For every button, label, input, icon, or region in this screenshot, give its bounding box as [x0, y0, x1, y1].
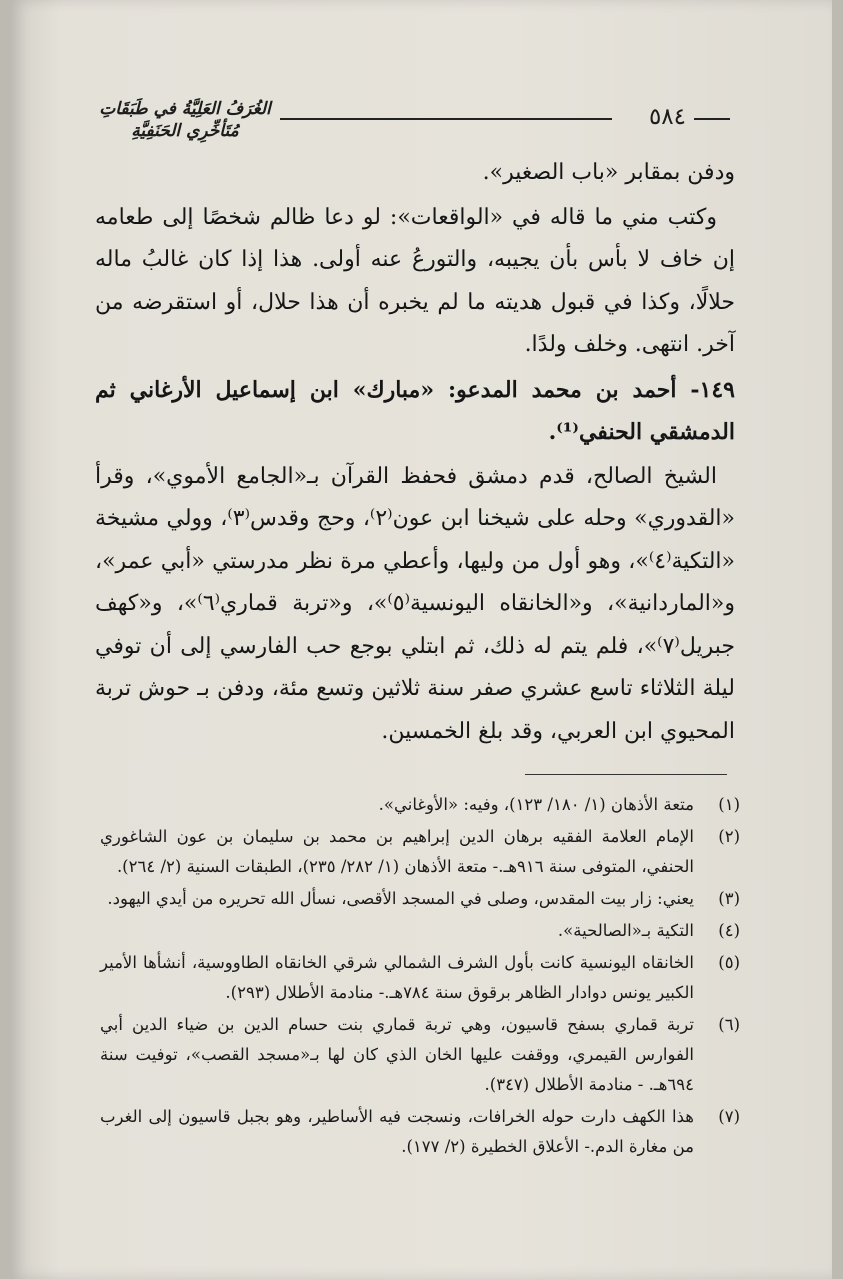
footnote-number: (٢) [718, 827, 740, 846]
entry-heading: ١٤٩- أحمد بن محمد المدعو: «مبارك» ابن إسماعيل الأرغاني ثم الدمشقي الحنفي⁽¹⁾. [95, 376, 735, 445]
footnote [100, 916, 740, 946]
footnote-separator [525, 774, 727, 775]
footnote [100, 822, 740, 882]
main-text [95, 152, 735, 755]
footnote-text: متعة الأذهان (١/ ١٨٠/ ١٢٣)، وفيه: «الأوغاني». [378, 795, 694, 814]
footnote-number: (٣) [718, 889, 740, 908]
running-header [90, 98, 730, 150]
footnote-text: تربة قماري بسفح قاسيون، وهي تربة قماري بنت حسام الدين بن ضياء الدين أبي الفوارس القيمري، ووقفت عليها الخان الذي كان لها بـ«مسجد القصب»، توفيت سنة ٦٩٤هـ. - منادمة الأطلال (٣٤٧). [100, 1015, 694, 1094]
paragraph: وكتب مني ما قاله في «الواقعات»: لو دعا ظالم شخصًا إلى طعامه إن خاف لا بأس بأن يجيبه، والتورعُ عنه أولى. هذا إذا كان غالبُ ماله حلالًا، وكذا في قبول هديته ما لم يخبره أن هذا حلال، أو استقرضه من آخر. انتهى. وخلف ولدًا. [95, 204, 735, 357]
footnote-text: الخانقاه اليونسية كانت بأول الشرف الشمالي شرقي الخانقاه الطاووسية، أنشأها الأمير الكبير يونس دوادار الظاهر برقوق سنة ٧٨٤هـ.- منادمة الأطلال (٢٩٣). [100, 953, 694, 1002]
footnote-text: يعني: زار بيت المقدس، وصلى في المسجد الأقصى، نسأل الله تحريره من أيدي اليهود. [107, 889, 694, 908]
entry-text: الشيخ الصالح، قدم دمشق فحفظ القرآن بـ«الجامع الأموي»، وقرأ «القدوري» وحله على شيخنا ابن عون⁽٢⁾، وحج وقدس⁽٣⁾، وولي مشيخة «التكية⁽٤⁾»، وهو أول من وليها، وأعطي مرة نظر مدرستي «أبي عمر»، و«الماردانية»، و«الخانقاه اليونسية⁽٥⁾»، و«تربة قماري⁽٦⁾»، و«كهف جبريل⁽٧⁾»، فلم يتم له ذلك، ثم ابتلي بوجع حب الفارسي إلى أن توفي ليلة الثلاثاء تاسع عشري صفر سنة ثلاثين وتسع مئة، ودفن بـ حوش تربة المحيوي ابن العربي، وقد بلغ الخمسين. [95, 463, 735, 744]
footnote-number: (١) [718, 795, 740, 814]
footnote-number: (٦) [718, 1015, 740, 1034]
book-title: الغُرَفُ العَلِيَّةُ في طَبَقَاتِ مُتَأخِّرِي الحَنَفِيَّةِ [99, 99, 271, 141]
footnote-text: التكية بـ«الصالحية». [557, 921, 694, 940]
footnote [100, 948, 740, 1008]
footnote [100, 884, 740, 914]
footnotes [100, 790, 740, 1164]
footnote [100, 1010, 740, 1100]
footnote-number: (٤) [718, 921, 740, 940]
footnote-text: الإمام العلامة الفقيه برهان الدين إبراهيم بن محمد بن سليمان بن عون الشاغوري الحنفي، المتوفى سنة ٩١٦هـ.- متعة الأذهان (١/ ٢٨٢/ ٢٣٥)، الطبقات السنية (٢/ ٢٦٤). [100, 827, 694, 876]
footnote-number: (٧) [718, 1107, 740, 1126]
footnote [100, 790, 740, 820]
book-page [10, 0, 832, 1279]
header-rule [280, 118, 612, 120]
footnote [100, 1102, 740, 1162]
page-number: ٥٨٤ [648, 104, 686, 130]
page-number-dash [694, 118, 730, 120]
footnote-text: هذا الكهف دارت حوله الخرافات، ونسجت فيه الأساطير، وهو بجبل قاسيون إلى الغرب من مغارة الدم.- الأعلاق الخطيرة (٢/ ١٧٧). [100, 1107, 694, 1156]
paragraph: ودفن بمقابر «باب الصغير». [482, 160, 735, 185]
footnote-number: (٥) [718, 953, 740, 972]
